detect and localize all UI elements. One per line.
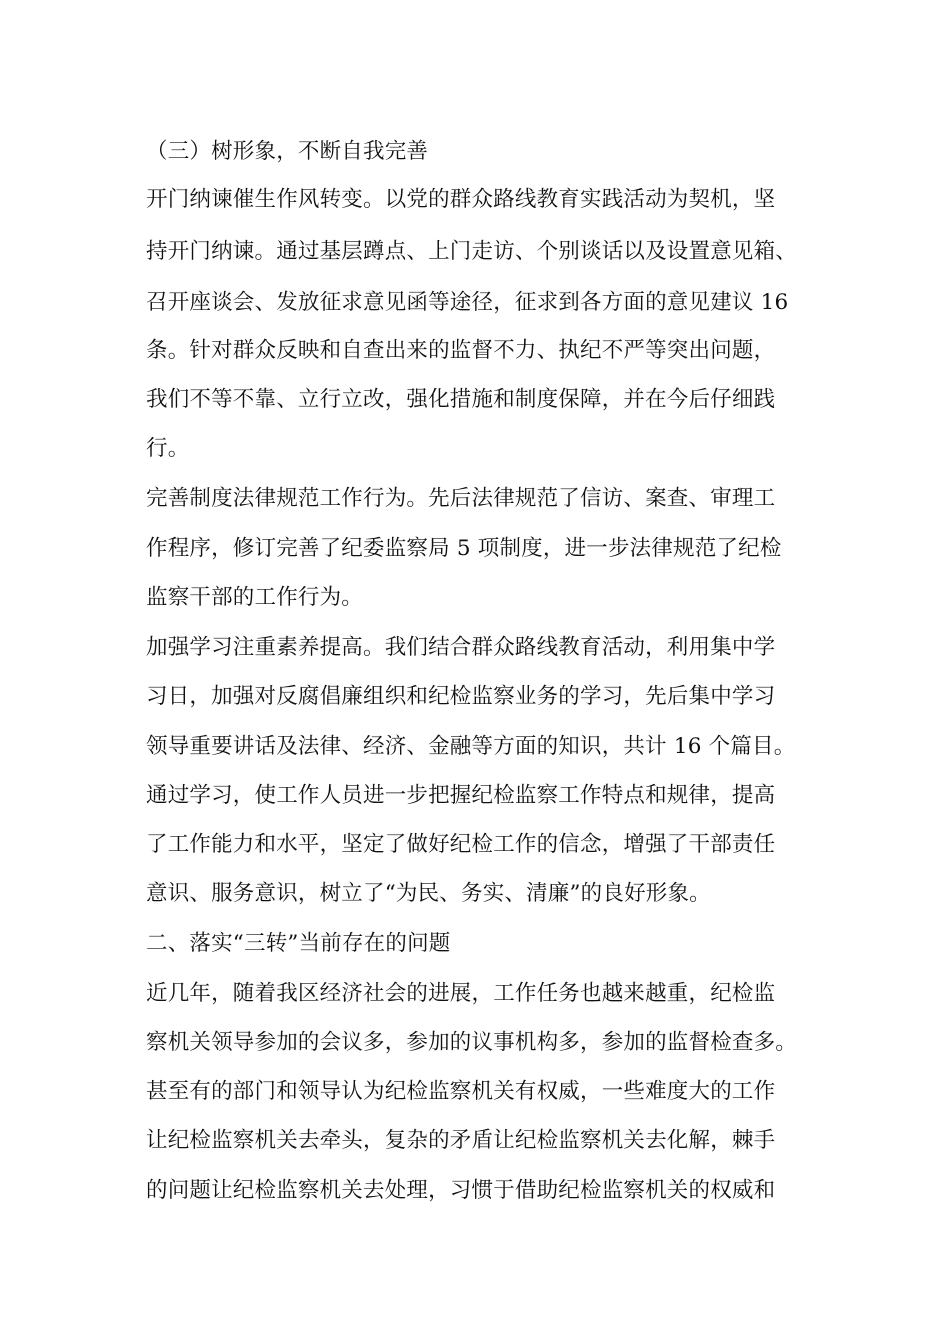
paragraph-line: 行。 (146, 436, 190, 461)
paragraph-line: 条。针对群众反映和自查出来的监督不力、执纪不严等突出问题， (146, 338, 776, 363)
paragraph-line: 持开门纳谏。通过基层蹲点、上门走访、个别谈话以及设置意见箱、 (146, 239, 798, 264)
paragraph-line: 我们不等不靠、立行立改，强化措施和制度保障，并在今后仔细践 (146, 387, 776, 412)
section-heading: （三）树形象，不断自我完善 (146, 139, 429, 164)
paragraph-line: 完善制度法律规范工作行为。先后法律规范了信访、案查、审理工 (146, 486, 776, 511)
paragraph-line: 习日，加强对反腐倡廉组织和纪检监察业务的学习，先后集中学习 (146, 684, 776, 709)
paragraph-line: 察机关领导参加的会议多，参加的议事机构多，参加的监督检查多。 (146, 1030, 798, 1055)
paragraph-line: 甚至有的部门和领导认为纪检监察机关有权威，一些难度大的工作 (146, 1079, 776, 1104)
paragraph-line: 近几年，随着我区经济社会的进展，工作任务也越来越重，纪检监 (146, 981, 776, 1006)
paragraph-line: 让纪检监察机关去牵头，复杂的矛盾让纪检监察机关去化解，棘手 (146, 1128, 776, 1153)
paragraph-line: 的问题让纪检监察机关去处理，习惯于借助纪检监察机关的权威和 (146, 1178, 776, 1203)
paragraph-line: 意识、服务意识，树立了“为民、务实、清廉”的良好形象。 (146, 881, 711, 906)
paragraph-line: 领导重要讲话及法律、经济、金融等方面的知识，共计 16 个篇目。 (146, 734, 796, 759)
paragraph-line: 了工作能力和水平，坚定了做好纪检工作的信念，增强了干部责任 (146, 832, 776, 857)
section-heading: 二、落实“三转”当前存在的问题 (146, 931, 451, 956)
paragraph-line: 开门纳谏催生作风转变。以党的群众路线教育实践活动为契机，坚 (146, 187, 776, 212)
paragraph-line: 召开座谈会、发放征求意见函等途径，征求到各方面的意见建议 16 (146, 290, 789, 315)
paragraph-line: 作程序，修订完善了纪委监察局 5 项制度，进一步法律规范了纪检 (146, 536, 782, 561)
paragraph-line: 加强学习注重素养提高。我们结合群众路线教育活动，利用集中学 (146, 635, 776, 660)
paragraph-line: 监察干部的工作行为。 (146, 585, 364, 610)
paragraph-line: 通过学习，使工作人员进一步把握纪检监察工作特点和规律，提高 (146, 783, 776, 808)
